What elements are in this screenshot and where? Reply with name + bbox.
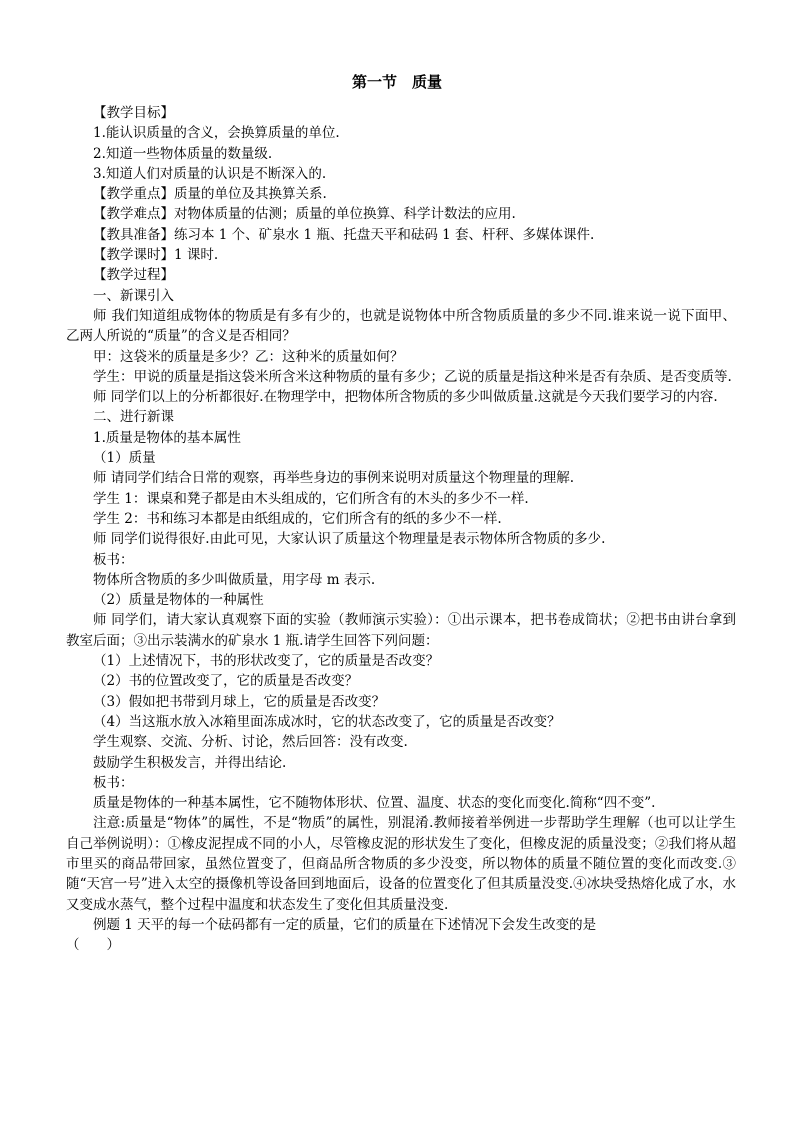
paragraph: 学生观察、交流、分析、讨论，然后回答：没有改变. xyxy=(93,734,408,751)
teaching-materials: 【教具准备】练习本 1 个、矿泉水 1 瓶、托盘天平和砝码 1 套、杆秤、多媒体课件. xyxy=(93,226,595,243)
subsection-heading: （2）质量是物体的一种属性 xyxy=(93,592,264,609)
paragraph: 鼓励学生积极发言，并得出结论. xyxy=(93,754,287,771)
question-item: （4）当这瓶水放入冰箱里面冻成冰时，它的状态改变了，它的质量是否改变？ xyxy=(93,713,561,730)
paragraph: 甲：这袋米的质量是多少？乙：这种米的质量如何？ xyxy=(93,348,404,365)
paragraph: 师 同学们说得很好.由此可见，大家认识了质量这个物理量是表示物体所含物质的多少. xyxy=(93,531,606,548)
paragraph: 师 同学们以上的分析都很好.在物理学中，把物体所含物质的多少叫做质量.这就是今天我们要学习的内容. xyxy=(93,389,718,406)
question-item: （3）假如把书带到月球上，它的质量是否改变？ xyxy=(93,693,386,710)
paragraph: 师 我们知道组成物体的物质是有多有少的，也就是说物体中所含物质质量的多少不同.谁来说一说下面甲、乙两人所说的“质量”的含义是否相同？ xyxy=(66,307,736,345)
objective-item: 2.知道一些物体质量的数量级. xyxy=(93,145,273,162)
question-item: （2）书的位置改变了，它的质量是否改变？ xyxy=(93,673,359,690)
paragraph: 物体所含物质的多少叫做质量，用字母 m 表示. xyxy=(93,571,376,588)
answer-blank: （ ） xyxy=(66,937,120,954)
subsection-heading: 1.质量是物体的基本属性 xyxy=(93,429,241,446)
paragraph: 学生：甲说的质量是指这袋米所含米这种物质的量有多少；乙说的质量是指这种米是否有杂质、是否变质等. xyxy=(93,368,732,385)
difficult-points: 【教学难点】对物体质量的估测；质量的单位换算、科学计数法的应用. xyxy=(93,206,516,223)
subsection-heading: （1）质量 xyxy=(93,450,156,467)
paragraph: 师 请同学们结合日常的观察，再举些身边的事例来说明对质量这个物理量的理解. xyxy=(93,470,575,487)
section-heading-process: 【教学过程】 xyxy=(93,267,174,284)
paragraph: 师 同学们，请大家认真观察下面的实验（教师演示实验）：①出示课本，把书卷成筒状；②把书由讲台拿到教室后面；③出示装满水的矿泉水 1 瓶.请学生回答下列问题： xyxy=(66,612,736,649)
subsection-heading: 二、进行新课 xyxy=(93,409,174,426)
paragraph: 学生 2：书和练习本都是由纸组成的，它们所含有的纸的多少不一样. xyxy=(93,510,502,527)
paragraph: 板书： xyxy=(93,551,134,568)
section-heading-objectives: 【教学目标】 xyxy=(93,105,174,121)
objective-item: 1.能认识质量的含义，会换算质量的单位. xyxy=(93,125,340,142)
paragraph: 学生 1：课桌和凳子都是由木头组成的，它们所含有的木头的多少不一样. xyxy=(93,490,529,507)
subsection-heading: 一、新课引入 xyxy=(93,287,174,304)
paragraph: 质量是物体的一种基本属性，它不随物体形状、位置、温度、状态的变化而变化.简称“四不变”. xyxy=(93,795,656,812)
question-item: （1）上述情况下，书的形状改变了，它的质量是否改变？ xyxy=(93,653,440,670)
example-question: 例题 1 天平的每一个砝码都有一定的质量，它们的质量在下述情况下会发生改变的是 xyxy=(93,916,597,933)
paragraph: 板书： xyxy=(93,774,134,791)
document-body xyxy=(66,103,736,955)
page-title: 第一节 质量 xyxy=(351,73,442,91)
class-hours: 【教学课时】1 课时. xyxy=(93,247,219,264)
paragraph: 注意:质量是“物体”的属性，不是“物质”的属性，别混淆.教师接着举例进一步帮助学生理解（也可以让学生自己举例说明）：①橡皮泥捏成不同的小人，尽管橡皮泥的形状发生了变化，但橡皮泥的质量没变；②我们将从超市里买的商品带回家，虽然位置变了，但商品所含物质的多少没变，所以物体的质量不随位置的变化而改变.③随“天宫一号”进入太空的摄像机等设备回到地面后，设备的位置变化了但其质量没变.④冰块受热熔化成了水，水又变成水蒸气，整个过程中温度和状态发生了变化但其质量没变. xyxy=(66,815,736,913)
key-points: 【教学重点】质量的单位及其换算关系. xyxy=(93,186,327,203)
objective-item: 3.知道人们对质量的认识是不断深入的. xyxy=(93,165,327,182)
